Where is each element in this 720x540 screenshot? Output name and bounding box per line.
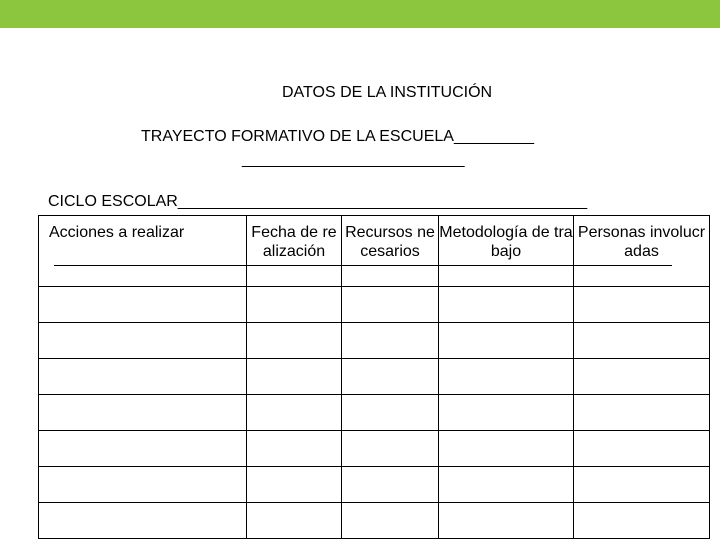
- table-row: [39, 431, 710, 467]
- ciclo-escolar-line: CICLO ESCOLAR______________________________________________: [48, 193, 588, 210]
- actions-table: [38, 215, 710, 539]
- table-cell[interactable]: [439, 467, 574, 503]
- table-cell[interactable]: [574, 431, 710, 467]
- trayecto-line: TRAYECTO FORMATIVO DE LA ESCUELA_________: [141, 128, 535, 145]
- table-cell[interactable]: [574, 287, 710, 323]
- table-cell[interactable]: [247, 395, 342, 431]
- table-cell[interactable]: [342, 359, 439, 395]
- trayecto-line-continued: _________________________: [242, 151, 465, 168]
- table-cell[interactable]: [247, 359, 342, 395]
- header-underline-rule: [54, 265, 672, 266]
- table-row: [39, 323, 710, 359]
- column-header-metodologia: Metodología de trabajo: [439, 216, 574, 287]
- table-cell[interactable]: [39, 431, 247, 467]
- table-cell[interactable]: [574, 467, 710, 503]
- table-cell[interactable]: [247, 287, 342, 323]
- table-cell[interactable]: [342, 431, 439, 467]
- table-cell[interactable]: [439, 503, 574, 539]
- table-cell[interactable]: [574, 323, 710, 359]
- table-cell[interactable]: [247, 467, 342, 503]
- table-row: [39, 395, 710, 431]
- table-cell[interactable]: [342, 503, 439, 539]
- column-header-acciones: Acciones a realizar: [39, 216, 247, 287]
- table-cell[interactable]: [439, 395, 574, 431]
- table-cell[interactable]: [342, 323, 439, 359]
- table-cell[interactable]: [39, 359, 247, 395]
- table-row: [39, 287, 710, 323]
- institution-title: DATOS DE LA INSTITUCIÓN: [282, 84, 493, 101]
- table-cell[interactable]: [39, 287, 247, 323]
- top-accent-bar: [0, 0, 720, 28]
- table-cell[interactable]: [439, 359, 574, 395]
- table-row: [39, 467, 710, 503]
- table-cell[interactable]: [39, 467, 247, 503]
- table-cell[interactable]: [39, 395, 247, 431]
- column-header-fecha: Fecha de realización: [247, 216, 342, 287]
- table-cell[interactable]: [574, 395, 710, 431]
- table-cell[interactable]: [342, 467, 439, 503]
- column-header-recursos: Recursos necesarios: [342, 216, 439, 287]
- table-cell[interactable]: [439, 287, 574, 323]
- table-row: [39, 503, 710, 539]
- table-cell[interactable]: [439, 323, 574, 359]
- table-header-row: [39, 216, 710, 287]
- table-row: [39, 359, 710, 395]
- table-cell[interactable]: [574, 503, 710, 539]
- table-cell[interactable]: [247, 431, 342, 467]
- table-cell[interactable]: [342, 395, 439, 431]
- table-cell[interactable]: [247, 503, 342, 539]
- column-header-personas: Personas involucradas: [574, 216, 710, 287]
- table-cell[interactable]: [342, 287, 439, 323]
- table-cell[interactable]: [439, 431, 574, 467]
- table-cell[interactable]: [39, 503, 247, 539]
- table-cell[interactable]: [574, 359, 710, 395]
- table-cell[interactable]: [39, 323, 247, 359]
- table-cell[interactable]: [247, 323, 342, 359]
